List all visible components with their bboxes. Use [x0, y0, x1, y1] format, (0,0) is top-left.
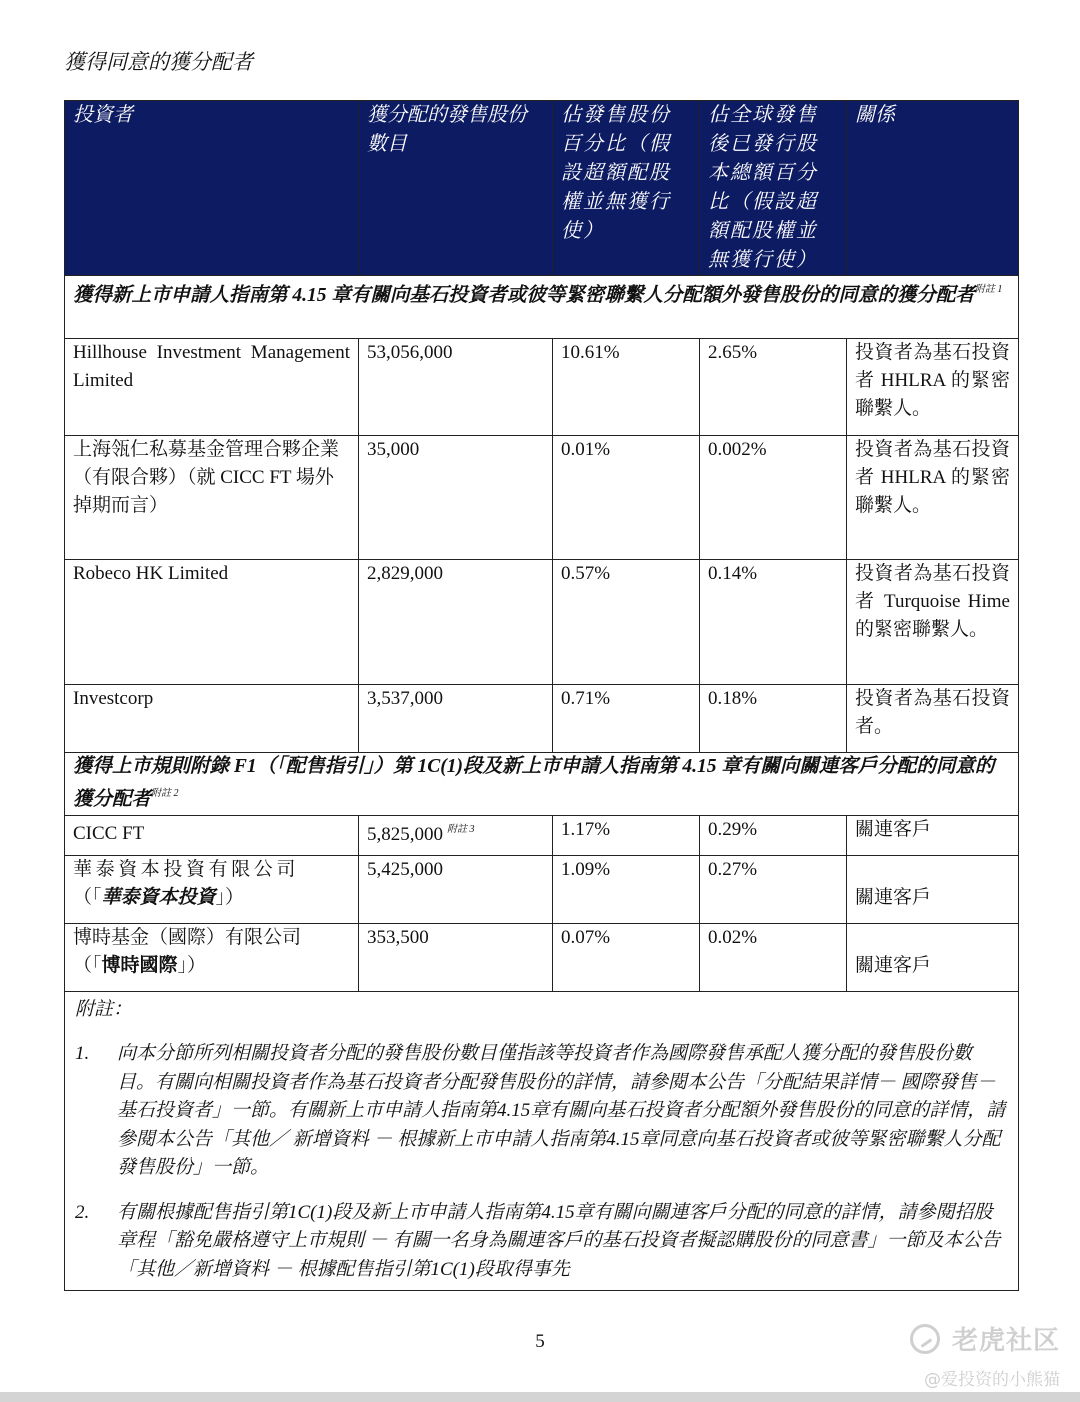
shares-note-ref: 附註 3 — [447, 824, 475, 835]
shares-cell: 53,056,000 — [359, 339, 553, 436]
pct-offer-cell: 0.57% — [553, 560, 700, 685]
relationship-cell — [847, 924, 1019, 992]
investor-short-open: （「 — [73, 887, 102, 908]
notes-row — [65, 992, 1019, 1291]
page-number: 5 — [535, 1331, 545, 1352]
investor-short-name: 博時國際 — [101, 955, 178, 976]
pct-total-cell: 0.18% — [700, 685, 847, 753]
header-pct-total: 佔全球發售後已發行股本總額百分比（假設超額配股權並無獲行使） — [700, 101, 847, 276]
table-row — [65, 685, 1019, 753]
shares-cell: 353,500 — [359, 924, 553, 992]
investor-cell: Hillhouse Investment Management Limited — [65, 339, 359, 436]
relationship-cell: 關連客戶 — [847, 816, 1019, 856]
note-text: 向本分節所列相關投資者分配的發售股份數目僅指該等投資者作為國際發售承配人獲分配的發售股份數目。有關向相關投資者作為基石投資者分配發售股份的詳情，請參閱本公告「分配結果詳情－ 國際發售－ 基石投資者」一節。有關新上市申請人指南第4.15章有關向基石投資者分配額外發售股份的同意的詳情，請參閱本公告「其他／ 新增資料 － 根據新上市申請人指南第4.15章同意向基石投資者或彼等緊密聯繫人分配發售股份」一節。 — [117, 1043, 1006, 1178]
pct-total-cell: 0.29% — [700, 816, 847, 856]
relationship-text: 關連客戶 — [855, 887, 932, 908]
notes-cell — [65, 992, 1019, 1291]
notes-title: 附註： — [75, 999, 133, 1020]
investor-name: 華泰資本投資有限公司 — [73, 859, 300, 880]
allocation-table-container — [64, 100, 1018, 1291]
table-header-row — [65, 101, 1019, 276]
investor-name: 博時基金（國際）有限公司 — [73, 927, 302, 948]
investor-short-close: 」） — [215, 887, 245, 908]
investor-cell: 上海瓴仁私募基金管理合夥企業（有限合夥）（就 CICC FT 場外掉期而言） — [65, 436, 359, 560]
investor-cell — [65, 856, 359, 924]
watermark-brand — [910, 1320, 1060, 1357]
shares-value: 5,825,000 — [367, 824, 443, 845]
table-row — [65, 436, 1019, 560]
note-item — [75, 1040, 1008, 1183]
pct-offer-cell: 0.07% — [553, 924, 700, 992]
header-shares: 獲分配的發售股份數目 — [359, 101, 553, 276]
pct-total-cell: 0.002% — [700, 436, 847, 560]
investor-cell: CICC FT — [65, 816, 359, 856]
table-row — [65, 816, 1019, 856]
shares-cell: 3,537,000 — [359, 685, 553, 753]
pct-total-cell: 0.27% — [700, 856, 847, 924]
shares-cell: 35,000 — [359, 436, 553, 560]
pct-offer-cell: 1.09% — [553, 856, 700, 924]
allocation-table — [64, 100, 1019, 1291]
investor-short-name: 華泰資本投資 — [101, 887, 216, 908]
table-row — [65, 560, 1019, 685]
relationship-cell: 投資者為基石投資者。 — [847, 685, 1019, 753]
watermark-brand-text: 老虎社区 — [951, 1326, 1060, 1356]
note-item — [75, 1199, 1008, 1285]
investor-cell — [65, 924, 359, 992]
header-relationship: 關係 — [847, 101, 1019, 276]
relationship-cell: 投資者為基石投資者 Turquoise Hime 的緊密聯繫人。 — [847, 560, 1019, 685]
note-number: 1. — [75, 1043, 90, 1064]
page-title: 獲得同意的獲分配者 — [64, 50, 253, 74]
shares-cell: 2,829,000 — [359, 560, 553, 685]
relationship-text: 關連客戶 — [855, 955, 932, 976]
table-row — [65, 924, 1019, 992]
pct-offer-cell: 0.71% — [553, 685, 700, 753]
note-text: 有關根據配售指引第1C(1)段及新上市申請人指南第4.15章有關向關連客戶分配的同意的詳情，請參閱招股章程「豁免嚴格遵守上市規則 － 有關一名身為關連客戶的基石投資者擬認購股份的同意書」一節及本公告「其他／新增資料 － 根據配售指引第1C(1)段取得事先 — [117, 1201, 1001, 1280]
section-header-row — [65, 276, 1019, 339]
relationship-cell — [847, 856, 1019, 924]
pct-offer-cell: 1.17% — [553, 816, 700, 856]
investor-cell: Investcorp — [65, 685, 359, 753]
pct-total-cell: 0.02% — [700, 924, 847, 992]
investor-cell: Robeco HK Limited — [65, 560, 359, 685]
investor-short-close: 」） — [177, 955, 207, 976]
section2-title — [65, 753, 1019, 816]
shares-cell — [359, 816, 553, 856]
section1-title — [65, 276, 1019, 339]
relationship-cell: 投資者為基石投資者 HHLRA 的緊密聯繫人。 — [847, 436, 1019, 560]
note-number: 2. — [75, 1201, 90, 1223]
relationship-cell: 投資者為基石投資者 HHLRA 的緊密聯繫人。 — [847, 339, 1019, 436]
header-investor: 投資者 — [65, 101, 359, 276]
pct-total-cell: 0.14% — [700, 560, 847, 685]
pct-offer-cell: 10.61% — [553, 339, 700, 436]
pct-offer-cell: 0.01% — [553, 436, 700, 560]
bottom-bar — [0, 1392, 1080, 1402]
investor-short-open: （「 — [73, 955, 102, 976]
pct-total-cell: 2.65% — [700, 339, 847, 436]
watermark-username: @爱投资的小熊猫 — [924, 1370, 1060, 1390]
shares-cell: 5,425,000 — [359, 856, 553, 924]
header-pct-offer: 佔發售股份百分比（假設超額配股權並無獲行使） — [553, 101, 700, 276]
section1-note-ref: 附註 1 — [974, 284, 1003, 295]
section2-title-text: 獲得上市規則附錄 F1（「配售指引」）第 1C(1)段及新上市申請人指南第 4.15 章有關向關連客戶分配的同意的獲分配者 — [73, 756, 995, 810]
watermark — [910, 1320, 1060, 1390]
table-row — [65, 339, 1019, 436]
section2-note-ref: 附註 2 — [151, 788, 179, 799]
table-row — [65, 856, 1019, 924]
tiger-logo-icon — [910, 1324, 940, 1354]
section1-title-text: 獲得新上市申請人指南第 4.15 章有關向基石投資者或彼等緊密聯繫人分配額外發售股份的同意的獲分配者 — [73, 285, 975, 306]
section-header-row — [65, 753, 1019, 816]
